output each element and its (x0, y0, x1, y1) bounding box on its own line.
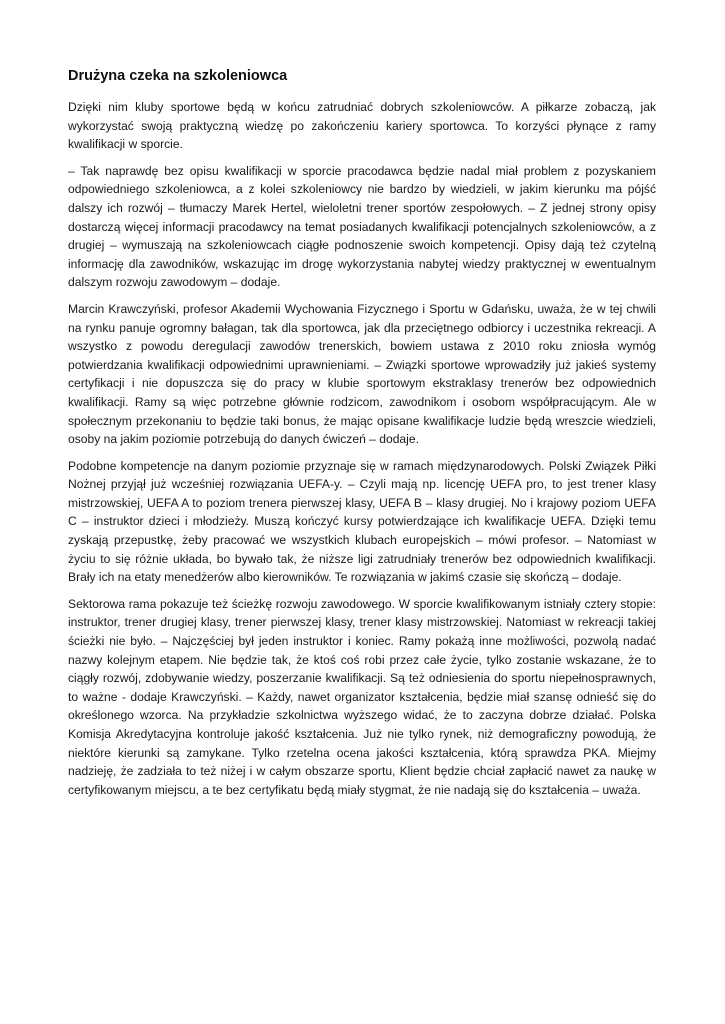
document-page (68, 66, 656, 807)
paragraph-4: Podobne kompetencje na danym poziomie przyznaje się w ramach międzynarodowych. Polski Związek Piłki Nożnej przyjął już wcześniej rozwiązania UEFA-y. – Czyli mają np. licencję UEFA pro, to jest trener klasy mistrzowskiej, UEFA A to poziom trenera pierwszej klasy, UEFA B – klasy drugiej. No i krajowy poziom UEFA C – instruktor dzieci i młodzieży. Muszą kończyć kursy potwierdzające ich kwalifikacje UEFA. Dzięki temu zyskają przepustkę, żeby pracować we wszystkich klubach europejskich – mówi profesor. – Natomiast w życiu to się różnie układa, bo bywało tak, że niższe ligi zatrudniały trenerów bez odpowiednich kwalifikacji. Brały ich na etaty menedżerów albo kierowników. Te rozwiązania w jakimś czasie się skończą – dodaje. (68, 458, 656, 585)
paragraph-5: Sektorowa rama pokazuje też ścieżkę rozwoju zawodowego. W sporcie kwalifikowanym istniały cztery stopie: instruktor, trener drugiej klasy, trener pierwszej klasy, trener klasy mistrzowskiej. Natomiast w rekreacji takiej ścieżki nie było. – Najczęściej był jeden instruktor i koniec. Ramy pokażą inne możliwości, pozwolą nadać nazwy kolejnym etapem. Nie będzie tak, że ktoś coś robi przez całe życie, tylko zostanie wskazane, że to ciągły rozwój, zdobywanie wiedzy, poszerzanie kwalifikacji. Są też odniesienia do sportu niepełnosprawnych, to ważne - dodaje Krawczyński. – Każdy, nawet organizator kształcenia, będzie miał szansę odnieść się do określonego wzorca. Na przykładzie szkolnictwa wyższego widać, że to zaczyna dobrze działać. Polska Komisja Akredytacyjna kontroluje jakość kształcenia. Już nie tylko rynek, niż demograficzny powodują, że niektóre kierunki są zamykane. Tylko rzetelna ocena jakości kształcenia, którą sprawdza PKA. Miejmy nadzieję, że zadziała to też niżej i w całym obszarze sportu, Klient będzie chciał zapłacić nawet za naukę w certyfikowanym miejscu, a te bez certyfikatu będą miały stygmat, że nie nadają się do kształcenia – uważa. (68, 596, 656, 797)
paragraph-3: Marcin Krawczyński, profesor Akademii Wychowania Fizycznego i Sportu w Gdańsku, uważa, że w tej chwili na rynku panuje ogromny bałagan, tak dla sportowca, jak dla przeciętnego odbiorcy i uczestnika rekreacji. A wszystko z powodu deregulacji zawodów trenerskich, bowiem ustawa z 2010 roku zniosła wymóg potwierdzania kwalifikacji odpowiednimi uprawnieniami. – Związki sportowe wprowadziły już jakieś systemy certyfikacji i nie dopuszcza się do pracy w klubie sportowym ekstraklasy trenerów bez odpowiednich kwalifikacji. Ramy są więc potrzebne głównie rodzicom, zawodnikom i osobom współpracującym. Ale w społecznym przekonaniu to będzie taki bonus, że mając opisane kwalifikacje ludzie będą wreszcie wiedzieli, osoby na jakim poziomie potrzebują do danych ćwiczeń – dodaje. (68, 301, 656, 447)
paragraph-2: – Tak naprawdę bez opisu kwalifikacji w sporcie pracodawca będzie nadal miał problem z pozyskaniem odpowiedniego szkoleniowca, a z kolei szkoleniowcy nie bardzo by wiedzieli, w jakim kierunku ma pójść dalszy ich rozwój – tłumaczy Marek Hertel, wieloletni trener sportów zespołowych. – Z jednej strony opisy dostarczą więcej informacji pracodawcy na temat posiadanych kwalifikacji potencjalnych szkoleniowców, a z drugiej – wymuszają na szkoleniowcach ciągłe podnoszenie swoich kompetencji. Opisy dają też czytelną informację dla zawodników, wskazując im drogę wykorzystania nabytej wiedzy praktycznej w ewentualnym dalszym rozwoju zawodowym – dodaje. (68, 163, 656, 290)
document-title: Drużyna czeka na szkoleniowca (68, 68, 288, 84)
paragraph-1: Dzięki nim kluby sportowe będą w końcu zatrudniać dobrych szkoleniowców. A piłkarze zobaczą, jak wykorzystać swoją praktyczną wiedzę po zakończeniu kariery sportowca. To korzyści płynące z ramy kwalifikacji w sporcie. (68, 100, 656, 152)
